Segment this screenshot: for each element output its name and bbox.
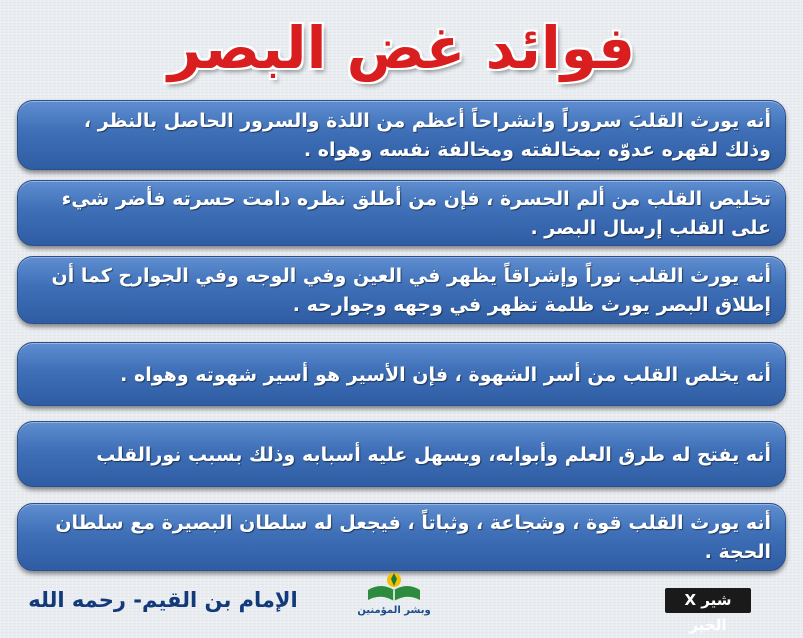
benefit-box-4: [17, 342, 786, 406]
benefit-box-2: [17, 180, 786, 246]
book-logo-icon: [364, 570, 424, 604]
benefit-box-3: [17, 256, 786, 324]
logo: [352, 570, 436, 622]
page-title: فوائد غض البصر: [167, 14, 636, 82]
benefit-box-6: [17, 503, 786, 571]
author-signature: الإمام بن القيم- رحمه الله: [28, 588, 298, 612]
benefit-box-5: [17, 421, 786, 487]
logo-text: وبشر المؤمنين: [357, 605, 431, 616]
share-badge: شير X الخير: [665, 588, 751, 613]
benefit-text-5: أنه يفتح له طرق العلم وأبوابه، ويسهل عليه أسبابه وذلك بسبب نورالقلب: [96, 443, 771, 466]
benefit-text-4: أنه يخلص القلب من أسر الشهوة ، فإن الأسير هو أسير شهوته وهواه .: [120, 363, 771, 386]
benefit-box-1: [17, 100, 786, 170]
benefit-text-1: أنه يورث القلبَ سروراً وانشراحاً أعظم من اللذة والسرور الحاصل بالنظر ، وذلك لقهره عدوّه بمخالفته ومخالفة نفسه وهواه .: [83, 110, 771, 161]
benefit-text-3: أنه يورث القلب نوراً وإشراقاً يظهر في العين وفي الوجه وفي الجوارح كما أن إطلاق البصر يورث ظلمة تظهر في وجهه وجوارحه .: [51, 265, 771, 316]
benefit-text-6: أنه يورث القلب قوة ، وشجاعة ، وثباتاً ، فيجعل له سلطان البصيرة مع سلطان الحجة .: [55, 512, 771, 563]
benefit-text-2: تخليص القلب من ألم الحسرة ، فإن من أطلق نظره دامت حسرته فأضر شيء على القلب إرسال البصر .: [61, 188, 771, 239]
